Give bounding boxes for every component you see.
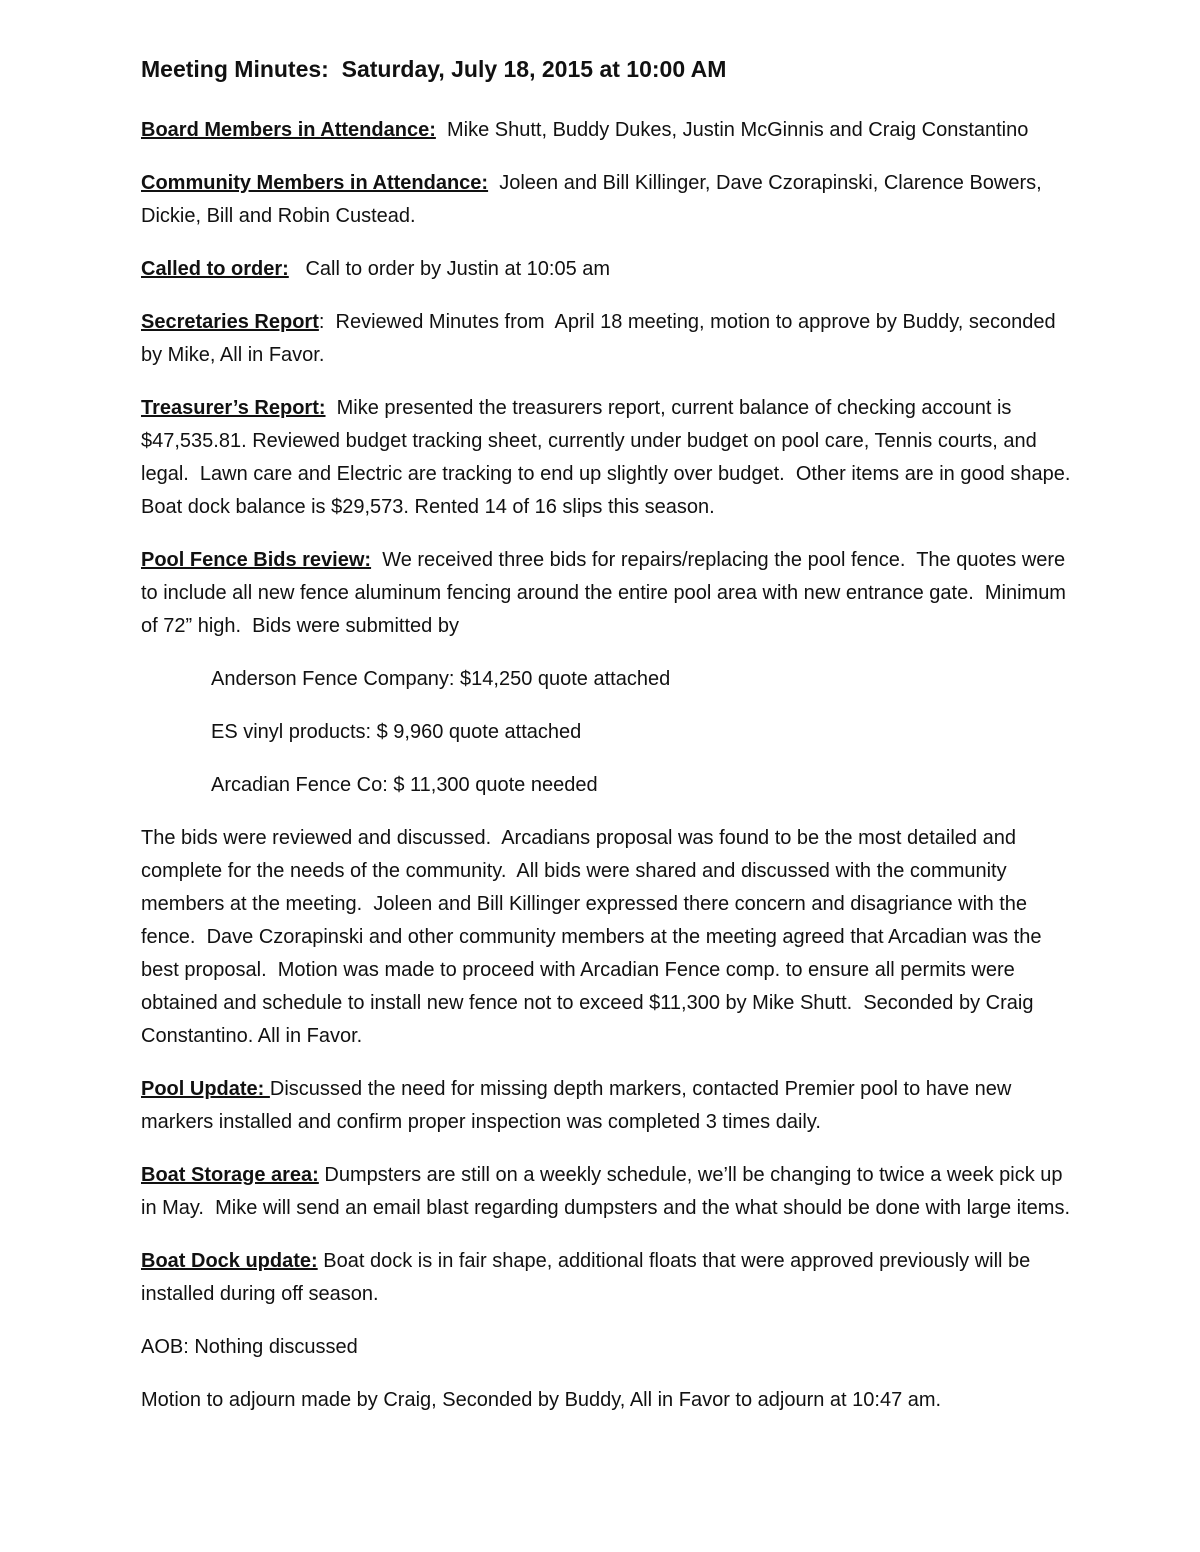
boat-dock-paragraph [141,1245,1071,1311]
treasurer-report-text: Mike presented the treasurers report, current balance of checking account is $47,535.81. Reviewed budget tracking sheet, currently under budget on pool care, Tennis courts, and legal. Lawn care and Electric are tracking to end up slightly over budget. Other items are in good shape. Boat dock balance is $29,573. Rented 14 of 16 slips this season. [141,397,1093,518]
secretary-report-paragraph [141,306,1071,372]
bid-item-anderson: Anderson Fence Company: $14,250 quote attached [211,668,671,690]
treasurer-report-paragraph [141,392,1093,524]
boat-storage-paragraph [141,1159,1071,1225]
pool-update-label: Pool Update: [141,1078,270,1100]
treasurer-report-label: Treasurer’s Report: [141,397,326,419]
aob-paragraph: AOB: Nothing discussed [141,1336,358,1358]
secretary-report-text: : Reviewed Minutes from April 18 meeting, motion to approve by Buddy, seconded by Mike, All in Favor. [141,311,1062,366]
bid-item-arcadian: Arcadian Fence Co: $ 11,300 quote needed [211,774,598,796]
called-to-order-text: Call to order by Justin at 10:05 am [288,258,611,280]
called-to-order-label: Called to order: [141,258,289,280]
pool-fence-bids-text: We received three bids for repairs/replacing the pool fence. The quotes were to include all new fence aluminum fencing around the entire pool area with new entrance gate. Minimum of 72” high. Bids were submitted by [141,549,1072,637]
pool-fence-bids-label: Pool Fence Bids review: [141,549,372,571]
page-title: Meeting Minutes: Saturday, July 18, 2015 at 10:00 AM [141,56,727,82]
community-attendance-label: Community Members in Attendance: [141,172,489,194]
community-attendance-text: Joleen and Bill Killinger, Dave Czorapinski, Clarence Bowers, Dickie, Bill and Robin Custead. [141,172,1048,227]
secretary-report-label: Secretaries Report [141,311,319,333]
boat-dock-text: Boat dock is in fair shape, additional floats that were approved previously will be installed during off season. [141,1250,1036,1305]
bid-item-es-vinyl: ES vinyl products: $ 9,960 quote attached [211,721,582,743]
pool-update-text: Discussed the need for missing depth markers, contacted Premier pool to have new markers installed and confirm proper inspection was completed 3 times daily. [141,1078,1017,1133]
called-to-order-paragraph [141,253,1071,286]
board-attendance-label: Board Members in Attendance: [141,119,436,141]
community-attendance-paragraph [141,167,1071,233]
bids-discussion-paragraph: The bids were reviewed and discussed. Arcadians proposal was found to be the most detailed and complete for the needs of the community. All bids were shared and discussed with the community members at the meeting. Joleen and Bill Killinger expressed there concern and disagriance with the fence. Dave Czorapinski and other community members at the meeting agreed that Arcadian was the best proposal. Motion was made to proceed with Arcadian Fence comp. to ensure all permits were obtained and schedule to install new fence not to exceed $11,300 by Mike Shutt. Seconded by Craig Constantino. All in Favor. [141,827,1048,1047]
adjourn-paragraph: Motion to adjourn made by Craig, Seconded by Buddy, All in Favor to adjourn at 10:47 am. [141,1389,942,1411]
board-attendance-text: Mike Shutt, Buddy Dukes, Justin McGinnis and Craig Constantino [435,119,1029,141]
pool-fence-bids-paragraph [141,544,1071,643]
board-attendance-paragraph [141,114,1071,147]
boat-storage-text: Dumpsters are still on a weekly schedule, we’ll be changing to twice a week pick up in May. Mike will send an email blast regarding dumpsters and the what should be done with large items. [141,1164,1070,1219]
boat-dock-label: Boat Dock update: [141,1250,318,1272]
document-page [141,52,1093,1437]
pool-update-paragraph [141,1073,1071,1139]
boat-storage-label: Boat Storage area: [141,1164,319,1186]
